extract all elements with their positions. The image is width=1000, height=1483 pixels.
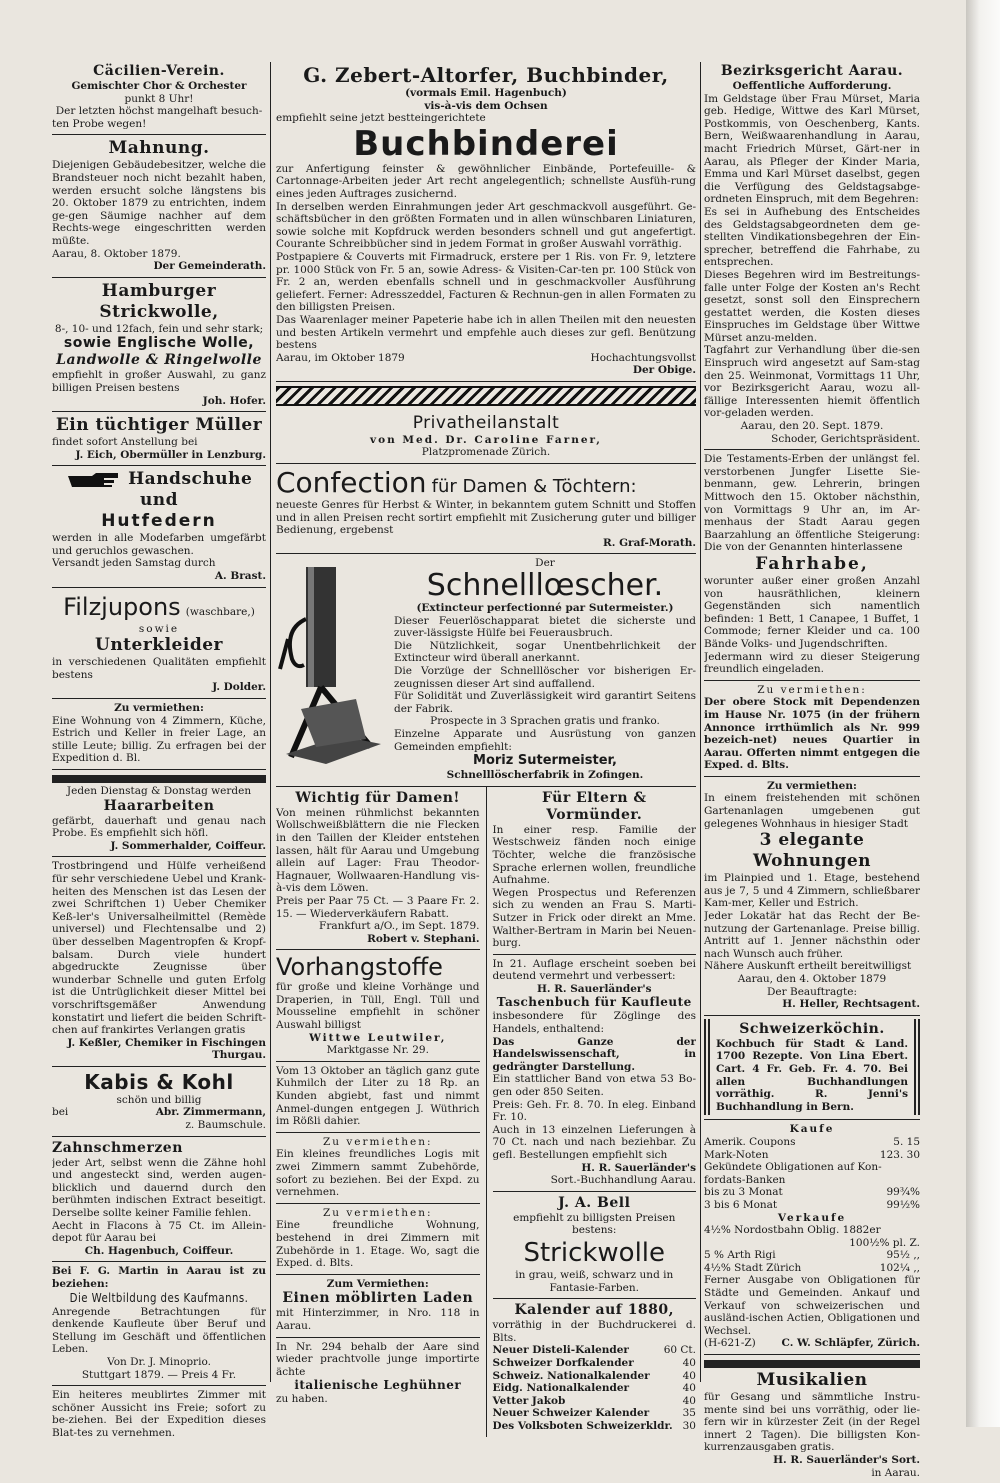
ad-caecilien [52,60,266,135]
ad-text: Das Ganze der Handelswissenschaft, in gedrängter Darstellung. [492,1035,696,1073]
ad-title: 3 elegante Wohnungen [752,830,872,872]
sell-rates-list [704,1224,920,1274]
item-value: 35 [682,1407,696,1420]
ad-text: In Nr. 294 behalb der Aare sind wieder prachtvolle junge importirte ächte [276,1340,480,1378]
ad-title: sowie Englische Wolle, [63,335,255,352]
column-rule [700,62,701,1382]
ad-title: Zu vermiethen: [322,1135,433,1148]
ad-text: Platzpromenade Zürich. [421,446,551,459]
ad-text: Wegen Prospectus und Referenzen sich zu wenden an Frau S. Marti-Sutzer in Frick oder direkt an Mme. Walther-Bertram in Marin bei Neuen-burg. [492,886,696,950]
ad-text: Die Testaments-Erben der unlängst fel. verstorbenen Jungfer Lisette Sie-benmann, gew. Lehrerin, bringen Mittwoch den 15. Oktober nächsthin, von Vormittags 9 Uhr an, im Ar-menhaus der Stadt Aarau gegen Baarzahlung an öffentliche Steigerung: Die von der Genannten hinterlassene [704,453,920,554]
ad-taschenbuch [493,955,697,1192]
ad-title: Confection [276,466,427,500]
list-item [493,1344,697,1357]
ad-text: empfiehlt in großer Auswahl, zu ganz billigen Preisen bestens [52,369,266,394]
ad-signature: Abr. Zimmermann, [155,1106,266,1119]
item-value: 99¾% [886,1186,920,1199]
list-item [493,1357,697,1370]
list-item [704,1224,920,1237]
ad-haararbeiten [52,770,266,857]
ad-title: Taschenbuch für Kaufleute [496,995,692,1010]
ad-signature: Wittwe Leutwiler, [309,1031,447,1044]
list-item [493,1420,697,1433]
item-label: 5 % Arth Rigi [704,1249,776,1262]
ad-text: sowie [138,622,180,635]
list-item [493,1395,697,1408]
item-value: 95½ ,, [886,1249,920,1262]
item-label: 4½% Stadt Zürich [704,1261,802,1274]
item-value: 40 [682,1356,696,1369]
ad-confection [276,464,696,554]
ad-signature: J. Eich, Obermüller in Lenzburg. [75,448,266,461]
ad-text: Postpapiere & Couverts mit Firmadruck, erstere per 1 Ris. von Fr. 9, letztere pr. 1000 Stück von Fr. 5 an, sowie Adress- & Visiten-Car-ten pr. 100 Stück von Fr. 2 an, werden ebenfalls schnell und in geschmackvoller Ausführung geliefert. Ferner: Adresszeddel, Facturen & Rechnun-gen in allen Formaten zu den billigsten Preisen. [276,250,696,314]
ad-text: Gemischter Chor & Orchester [71,80,247,92]
item-value: 40 [682,1382,696,1395]
divider [704,1360,920,1368]
ad-text: Einzelne Apparate und Ausrüstung von ganzen Gemeinden empfiehlt: [394,727,696,753]
list-item [704,1161,920,1174]
list-item [704,1136,920,1149]
ad-text: empfiehlt zu billigsten Preisen bestens: [513,1211,676,1237]
ad-wohnung [276,1204,480,1275]
item-value: 100½% pl. Z. [849,1236,920,1249]
ad-text: bei [52,1106,69,1119]
ad-text: Jedermann wird zu dieser Steigerung freundlich eingeladen. [704,650,920,676]
item-label: Amerik. Coupons [704,1135,796,1148]
ad-title: Hutfedern [101,511,217,532]
ad-text: Eine Wohnung von 4 Zimmern, Küche, Estrich und Keller in freier Lage, an stille Leute; billig. Zu erfragen bei der Expedition d. Bl. [52,714,266,765]
ad-title: für Damen & Töchtern: [431,476,637,498]
ad-text: Hochachtungsvollst [590,351,696,364]
ad-title: Buchbinderei [353,123,619,164]
ad-kuhmilch [276,1062,480,1133]
ad-text: Der obere Stock mit Dependenzen im Hause Nr. 1075 (in der frühern Annonce irrthümlich als Nr. 999 bezeich-net) neues Quartier in Aarau. Offerten nimmt entgegen die Exped. d. Blts. [704,696,920,772]
list-item [704,1186,920,1199]
ad-title: Kalender auf 1880, [514,1302,675,1319]
list-item [704,1237,920,1250]
ad-text: Die Nützlichkeit, sogar Unentbehrlichkeit der Extincteur wird überall anerkannt. [394,639,696,665]
ad-text: Im Geldstage über Frau Mürset, Maria geb. Hedige, Wittwe des Karl Mürset, Postkommis, von Oeschenberg, Kants. Bern, Weißwaarenhandlung in Aarau, macht Friedrich Mürset, Gärt-ner in Aarau, als Pfleger der Kinder Maria, Emma und Karl Mürset daselbst, gegen die Verfügung des Geldstagsabge-ordneten Einspruch, mit dem Begehren: [704,92,920,206]
ad-text: insbesondere für Zöglinge des Handels, enthaltend: [492,1010,696,1036]
item-label: Vetter Jakob [492,1394,566,1407]
ad-text: Der [535,557,555,570]
item-value: 40 [682,1394,696,1407]
ad-text: worunter außer einer großen Anzahl von hausräthlichen, kleinern Gegenständen sich namentlich befinden: 1 Bett, 1 Canapee, 1 Buffet, 1 Commode; ferner Kleider und ca. 100 Bände Volks- und Jugendschriften. [704,574,920,650]
item-label: Neuer Schweizer Kalender [492,1407,650,1420]
item-label: Mark-Noten [704,1148,769,1161]
ad-text: H. R. Sauerländer's [536,982,652,995]
ad-text: Auch in 13 einzelnen Lieferungen à 70 Ct. nach und nach beziehbar. Zu gefl. Bestellungen empfiehlt sich [492,1123,696,1161]
ad-text: werden in alle Modefarben umgefärbt und geruchlos gewaschen. [52,532,266,557]
item-label: Schweizer Dorfkalender [492,1356,634,1369]
ad-zimmer [52,1386,266,1443]
ad-text: Nähere Auskunft ertheilt bereitwilligst [704,960,912,973]
ad-signature: Der Gemeinderath. [153,260,266,273]
ad-text: (waschbare,) [185,605,255,618]
ad-oberer-stock [704,681,920,777]
ad-date: Aarau, 8. Oktober 1879. [52,247,181,260]
item-label: Gekündete Obligationen auf Kon- [704,1161,882,1174]
list-item [493,1382,697,1395]
ad-title: Musikalien [756,1370,868,1391]
ad-title: Privatheilanstalt [412,412,560,433]
ad-text: jeder Art, selbst wenn die Zähne hohl und angesteckt sind, werden augen-blicklich und dauernd durch den berühmten indischen Extract beseitigt. Derselbe sollte keiner Familie fehlen. [52,1156,266,1220]
ad-text: Der letzten höchst mangelhaft besuch- [55,105,263,118]
ad-title: Mahnung. [108,138,210,159]
buy-rates-list [704,1136,920,1212]
ad-text: Ein stattlicher Band von etwa 53 Bo-gen oder 850 Seiten. [492,1073,696,1099]
ad-title: Zu vermiethen: [757,683,867,696]
ad-text: Trostbringend und Hülfe verheißend für sehr verschiedene Uebel und Krank-heiten des Menschen ist das Lesen der zwei Schriftchen 1) Ueber Chemiker Keß-ler's Universalheilmittel (Remède universel) und Flechtensalbe und 2) über desselben Magentropfen & Kropf-balsam. Durch viele hundert abgedruckte Zeugnisse über wunderbar Schnelle und guten Erfolg ist die Untrüglichkeit dieser Mittel bei vorschriftsgemäßer Anwendung konstatirt und liefert die beiden Schrift-chen auf frankirtes Verlangen gratis [52,860,266,1037]
item-value: 5. 15 [893,1135,920,1148]
ad-title: Wichtig für Damen! [295,789,461,806]
ad-text: Preis per Paar 75 Ct. — 3 Paare Fr. 2. 15. — Wiederverkäufern Rabatt. [276,894,480,920]
ad-text: gefärbt, dauerhaft und genau nach Probe. Es empfiehlt sich höfl. [52,814,266,840]
ad-text: Für Solidität und Zuverlässigkeit wird garantirt Seitens der Fabrik. [394,690,696,715]
list-item [704,1174,920,1187]
ad-title: Zu vermiethen: [322,1206,433,1219]
ad-musikalien [704,1355,920,1483]
right-column [704,60,920,1483]
ad-text: Anregende Betrachtungen für denkende Kaufleute über Beruf und Stellung im Geschäft und öffentlichen Leben. [52,1305,266,1356]
ad-text: schön und billig [116,1093,202,1106]
ad-trost [52,857,266,1067]
item-label: Neuer Disteli-Kalender [492,1344,629,1357]
list-item [704,1249,920,1262]
ad-vorhangstoffe [276,950,480,1062]
ornamental-border [276,386,696,406]
ad-text: Stuttgart 1879. — Preis 4 Fr. [81,1368,237,1381]
ad-fahrhabe [704,450,920,681]
ad-signature: Sort.-Buchhandlung Aarau. [550,1174,696,1187]
ad-signature: J. Dolder. [212,681,266,694]
ad-signature: A. Brast. [214,570,266,583]
ad-title: Haararbeiten [103,797,215,814]
ad-signature: Ch. Hagenbuch, Coiffeur. [84,1244,234,1257]
ad-text: neueste Genres für Herbst & Winter, in bekanntem gutem Schnitt und Stoffen und in allen Preisen recht sortirt empfiehlt mit Zusicherung guter und billiger Bedienung, ergebenst [276,499,696,537]
middle-column [276,60,696,1437]
ad-text: Jeder Lokatär hat das Recht der Be-nutzung der Gartenanlage. Preise billig. Antritt auf 1. Jenner nächsthin oder nach Wunsch auch früher. [704,910,920,960]
ad-text: 8-, 10- und 12fach, fein und sehr stark; [54,322,264,335]
ad-signature: H. Heller, Rechtsagent. [782,998,920,1011]
ad-signature: Schnelllöscherfabrik in Zofingen. [446,769,644,782]
ad-title: Die Weltbildung des Kaufmanns. [69,1290,249,1305]
ad-signature: J. Keßler, Chemiker in Fischingen Thurgau. [67,1036,266,1062]
ad-strickwolle [52,278,266,412]
ad-text: Versandt jeden Samstag durch [52,557,216,570]
ad-text: in verschiedenen Qualitäten empfiehlt bestens [52,656,266,681]
item-label: 4½% Nordostbahn Oblig. 1882er [704,1224,881,1237]
ad-text: für Gesang und sämmtliche Instru-mente sind bei uns vorräthig, oder lie-fern wir in kürzester Zeit (in der Regel innert 2 Tagen). Die billigsten Kon-kurrenzausgaben gratis. [704,1391,920,1454]
ad-kabis [52,1067,266,1137]
ad-signature: Robert v. Stephani. [367,932,480,945]
pointing-hand-icon [66,471,122,489]
ad-schnellloescher [276,554,696,786]
ad-leghuehner [276,1338,480,1410]
ad-title: Zu vermiethen: [114,702,204,715]
ad-date: Aarau, den 4. Oktober 1879 [737,973,887,985]
ad-text: Dieses Begehren wird im Bestreitungs-falle unter Folge der Kosten an's Recht gesetzt, sonst soll den Einsprechern gestattet werden, die Kosten dieses Einspruches im Geldstage über Wittwe Mürset anzu-melden. [704,268,920,344]
item-value: 60 Ct. [663,1344,696,1357]
ad-zahnschmerzen [52,1137,266,1263]
ad-laden [276,1275,480,1338]
ad-title: Bezirksgericht Aarau. [720,63,904,79]
ad-text: In derselben werden Einrahmungen jeder Art geschmackvoll ausgeführt. Ge-schäftsbücher in den größten Formaten und in allen wünschbaren Liniaturen, sowie solche mit Kopfdruck werden besonders schnell und gut angefertigt. Courante Schreibbücher sind in jedem Format in großer Auswahl vorräthig. [276,200,696,251]
ad-text: Die Vorzüge der Schnelllöscher vor bisherigen Er-zeugnissen dieser Art sind auffallend. [394,665,696,690]
ad-signature: H. R. Sauerländer's [581,1161,696,1174]
ad-text: punkt 8 Uhr! [124,92,194,105]
ad-title: G. Zebert-Altorfer, Buchbinder, [303,63,669,87]
page-edge [966,0,1000,1427]
item-value: 40 [682,1369,696,1382]
ad-schweizerkoechin [704,1016,920,1121]
ad-text: Es sei in Aufhebung des Entscheides des Geldstagsabgeordneten dem ge-stellten Vindikationsbegehren der Ein-sprecher, betreffend die Fahrhabe, zu entsprechen. [704,205,920,269]
ad-signature: z. Baumschule. [185,1119,266,1132]
item-value: 99½% [886,1198,920,1211]
ad-text: in grau, weiß, schwarz und in Fantasie-Farben. [515,1268,674,1294]
ad-signature: in Aarau. [871,1466,920,1479]
ad-title: Zahnschmerzen [52,1139,183,1156]
ad-title: Verkaufe [777,1211,847,1224]
item-label: Eidg. Nationalkalender [492,1382,630,1395]
ad-signature: C. W. Schläpfer, Zürich. [781,1337,920,1350]
ad-title: Vorhangstoffe [276,953,443,982]
ad-text: Kochbuch für Stadt & Land. 1700 Rezepte. Von Lina Ebert. Cart. 4 Fr. Geb. Fr. 4. 70. Bei allen Buchhandlungen vorräthig. R. Jenni's Buchhandlung in Bern. [716,1037,908,1113]
ad-text: vorräthig in der Buchdruckerei d. Blts. [492,1319,696,1344]
ad-kalender [493,1299,697,1436]
ad-bell [493,1192,697,1299]
ad-text: Das Waarenlager meiner Papeterie habe ich in allen Theilen mit den neuesten und besten Artikeln vermehrt und empfehle auch dieses zur gefl. Benützung bestens [276,313,696,352]
list-item [704,1262,920,1275]
ad-title: Cäcilien-Verein. [93,63,225,79]
ad-text: Von meinen rühmlichst bekannten Wollschweißblättern die nie Flecken in den Taillen der Kleider entstehen lassen, hält für Aarau und Umgebung allein auf Lager: Frau Theodor-Hagnauer, Wollwaaren-Handlung vis-à-vis dem Löwen. [276,806,480,895]
ad-date: Frankfurt a/O., im Sept. 1879. [319,920,480,933]
ad-text: Ferner Ausgabe von Obligationen für Städte und Gemeinden. Ankauf und Verkauf von schweizerischen und ausländ-ischen Actien, Obligationen und Wechsel. [704,1274,920,1337]
calendar-price-list [493,1344,697,1432]
ad-title: Schweizerköchin. [739,1020,885,1037]
ad-signature: Joh. Hofer. [202,394,266,407]
ad-title: Landwolle & Ringelwolle [56,352,262,369]
ad-title: Filzjupons [63,592,181,621]
left-column [52,60,266,1444]
ad-text: Eine freundliche Wohnung, bestehend in drei Zimmern mit Zubehörde in 1. Etage. Wo, sagt die Exped. d. Blts. [276,1219,480,1270]
ad-text: zu haben. [276,1393,328,1406]
ad-text: In 21. Auflage erscheint soeben bei deutend vermehrt und verbessert: [492,957,696,983]
item-value: 30 [682,1419,696,1432]
ad-text: Ein heiteres meublirtes Zimmer mit schöner Aussicht ins Freie; sofort zu be-ziehen. Bei der Expedition dieses Blat-tes zu vernehmen. [52,1389,266,1439]
item-label: Des Volksboten Schweizerkldr. [492,1419,673,1432]
ad-signature: Moriz Sutermeister, [473,753,617,769]
ad-text: Oeffentliche Aufforderung. [732,80,892,92]
ad-text: Von Dr. J. Minoprio. [107,1355,211,1368]
ad-text: Jeden Dienstag & Donstag werden [66,785,252,797]
ad-title: Ein tüchtiger Müller [55,415,263,436]
ad-title: Fahrhabe, [755,553,869,574]
ad-kurse [704,1120,920,1355]
ad-text: mit Hinterzimmer, in Nro. 118 in Aarau. [276,1307,480,1332]
ad-title: Für Eltern & Vormünder. [541,789,647,823]
ad-signature: Der Beauftragte: [766,985,858,998]
ad-zebert [276,60,696,382]
ad-signature: Schoder, Gerichtspräsident. [771,432,920,445]
ad-text: ten Probe wegen! [52,117,147,130]
item-label: fordats-Banken [704,1173,786,1186]
ad-title: Handschuhe und [128,469,253,511]
ad-text: zur Anfertigung feinster & gewöhnlicher Einbände, Portefeuille- & Cartonnage-Arbeiten jeder Art recht angelegentlich; schnellste Ausfüh-rung eines jeden Auftrages zusichernd. [276,162,696,200]
ad-text: vis-à-vis dem Ochsen [424,99,548,112]
ad-title: Zu vermiethen: [767,779,857,792]
list-item [704,1199,920,1212]
ad-weltbildung [52,1262,266,1386]
item-label: bis zu 3 Monat [704,1186,783,1199]
ad-text: von Med. Dr. Caroline Farner, [370,433,602,446]
ad-date: Aarau, den 20. Sept. 1879. [740,420,884,433]
ad-text: In einer resp. Familie der Westschweiz fänden noch einige Töchter, welche die französische Sprache erlernen wollen, freundliche Aufnahme. [492,823,696,887]
ad-text: Vom 13 Oktober an täglich ganz gute Kuhmilch der Liter zu 18 Rp. an Kunden abgiebt, fast und nimmt Anmel-dungen entgegen J. Wüthrich im Rößli dahier. [276,1064,480,1128]
ad-title: Einen möblirten Laden [282,1290,474,1307]
ad-text: findet sofort Anstellung bei [52,436,198,449]
ad-logis [276,1133,480,1204]
list-item [493,1370,697,1383]
ad-title: Schnelllœscher. [426,568,664,604]
ad-title: italienische Leghühner [294,1378,462,1393]
ad-text: (vormals Emil. Hagenbuch) [405,87,567,99]
ad-mueller [52,412,266,466]
ad-damen [276,787,480,951]
ad-text: Ein kleines freundliches Logis mit zwei Zimmern sammt Zubehörde, sofort zu beziehen. Bei der Expd. zu vernehmen. [276,1148,480,1199]
ad-title: Kabis & Kohl [84,1069,234,1094]
item-value: 123. 30 [879,1148,920,1161]
item-label: 3 bis 6 Monat [704,1198,778,1211]
ad-privatheilanstalt [276,410,696,464]
ad-date: Aarau, im Oktober 1879 [276,351,405,364]
ad-handschuhe [52,466,266,587]
ad-title: Kaufe [789,1123,835,1136]
column-rule [270,62,271,1382]
list-item [493,1407,697,1420]
item-value: 102¼ ,, [879,1261,920,1274]
ad-eltern [493,787,697,955]
ad-filzjupons [52,588,266,699]
ad-signature: R. Graf-Morath. [603,536,696,549]
ad-title: Unterkleider [95,635,223,656]
ad-vermieten [52,699,266,770]
ad-text: Tagfahrt zur Verhandlung über die-sen Einspruch wird angesetzt auf Sam-stag den 25. Weinmonat, Vormittags 11 Uhr, vor Bezirksgericht Aarau, wozu all-fällige Interessenten hiemit öffentlich vor-geladen werden. [704,344,920,420]
ad-text: Diejenigen Gebäudebesitzer, welche die Brandsteuer noch nicht bezahlt haben, werden ersucht solche längstens bis 20. Oktober 1879 zu entrichten, indem ge-gen Säumige nachher auf dem Rechts-wege eingeschritten werden müßte. [52,159,266,247]
ad-bezirksgericht [704,60,920,450]
item-label: Schweiz. Nationalkalender [492,1369,650,1382]
ad-text: (Extincteur perfectionné par Sutermeister.) [416,602,674,615]
ad-title: Strickwolle [523,1237,666,1268]
ad-text: In einem freistehenden mit schönen Gartenanlagen umgebenen gut gelegenes Wohnhaus in hiesiger Stadt [704,792,920,830]
ad-signature: Der Obige. [632,364,696,377]
ad-text: Bei F. G. Martin in Aarau ist zu beziehen: [52,1265,266,1290]
ad-signature: J. Sommerhalder, Coiffeur. [110,839,266,852]
ad-text: Aecht in Flacons à 75 Ct. im Allein-depot für Aarau bei [52,1219,266,1245]
ad-text: empfiehlt seine jetzt bestteingerichtete [276,112,486,125]
ad-text: Preis: Geh. Fr. 8. 70. In eleg. Einband Fr. 10. [492,1098,696,1124]
ad-text: (H-621-Z) [704,1337,756,1350]
ad-text: Zum Vermiethen: [326,1277,429,1290]
ad-elegante-wohnungen [704,777,920,1016]
ad-text: Dieser Feuerlöschapparat bietet die sicherste und zuver-lässigste Hülfe bei Feuerausbruch. [394,614,696,640]
ad-mahnung [52,135,266,277]
ad-text: Prospecte in 3 Sprachen gratis und franko. [430,715,660,728]
ad-text: für große und kleine Vorhänge und Draperien, in Tüll, Engl. Tüll und Mousseline empfiehlt in schöner Auswahl billigst [276,981,480,1032]
ad-title: J. A. Bell [558,1194,631,1211]
ad-text: im Plainpied und 1. Etage, bestehend aus je 7, 5 und 4 Zimmern, schließbarer Kam-mer, Keller und Estrich. [704,872,920,910]
ad-signature: H. R. Sauerländer's Sort. [773,1454,920,1466]
ad-signature: Marktgasse Nr. 29. [326,1044,429,1057]
list-item [704,1149,920,1162]
ad-title: Hamburger Strickwolle, [99,280,219,322]
fire-extinguisher-image [276,559,386,769]
divider [52,775,266,783]
